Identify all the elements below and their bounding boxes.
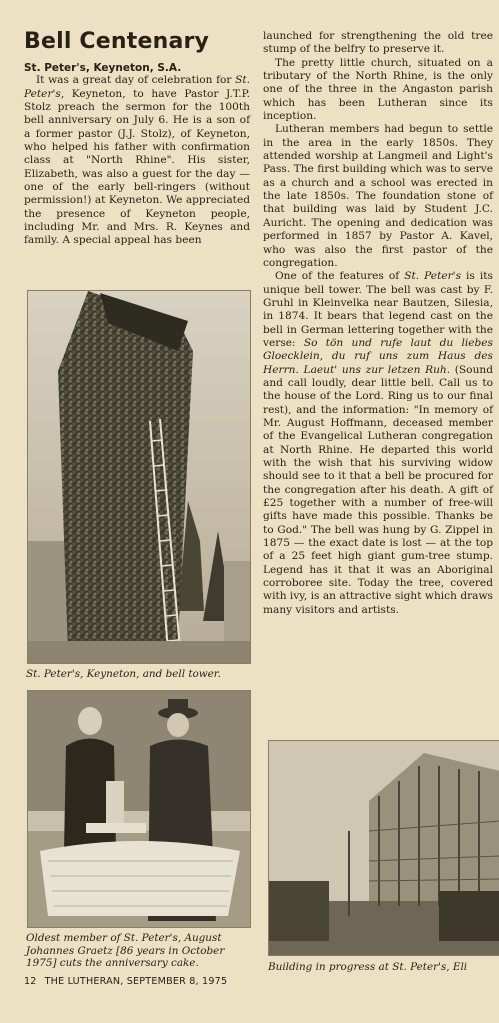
cake-cutting-image bbox=[28, 691, 250, 927]
church-name: St. Peter's bbox=[404, 270, 462, 283]
text-run: is its unique bell tower. The bell was cast by F. Gruhl in Kleinvelka near Bautzen, Silesia, in 1874. It bears that legend cast on the bell in German lettering together with the verse: bbox=[263, 270, 493, 349]
cake-caption: Oldest member of St. Peter's, August Johannes Graetz [86 years in October 1975] cuts the anniversary cake. bbox=[26, 932, 225, 970]
bell-verse: So tön und rufe laut du liebes Gloecklein, du ruf uns zum Haus des Herrn. Laeut' uns zur letzen Ruh. bbox=[263, 336, 493, 376]
left-column bbox=[24, 30, 250, 248]
text-run: One of the features of bbox=[275, 270, 405, 283]
article-title: Bell Centenary bbox=[24, 29, 210, 54]
building-image bbox=[269, 741, 499, 955]
building-progress-photo bbox=[268, 740, 499, 956]
article-subhead: St. Peter's, Keyneton, S.A. bbox=[24, 62, 182, 75]
right-paragraph-continued: launched for strengthening the old tree stump of the belfry to preserve it. bbox=[263, 30, 493, 56]
right-column bbox=[263, 30, 493, 617]
right-body-text bbox=[263, 30, 493, 617]
left-body-text bbox=[24, 74, 250, 247]
right-paragraph-church: The pretty little church, situated on a tributary of the North Rhine, is the only one of the three in the Angaston parish which has been Lutheran since its inception. bbox=[263, 56, 493, 123]
page-footer bbox=[24, 976, 227, 987]
building-caption: Building in progress at St. Peter's, Eli bbox=[268, 961, 468, 973]
anniversary-cake-photo bbox=[27, 690, 251, 928]
bell-tower-photo bbox=[27, 290, 251, 664]
bell-tower-image bbox=[28, 291, 250, 663]
text-run: , Keyneton, to have Pastor J.T.P. Stolz preach the sermon for the 100th bell anniversary on July 6. He is a son of a former pastor (J.J. Stolz), of Keyneton, who helped his father with confirmation class at "North Rhine". His sister, Elizabeth, was also a guest for the day — one of the early bell-ringers (without permission!) at Keyneton. We appreciated the presence of Keyneton people, including Mr. and Mrs. R. Keynes and family. A special appeal has been bbox=[24, 87, 250, 247]
publication-line: THE LUTHERAN, SEPTEMBER 8, 1975 bbox=[44, 976, 228, 987]
left-paragraph bbox=[24, 74, 250, 247]
right-paragraph-history: Lutheran members had begun to settle in the area in the early 1850s. They attended worship at Langmeil and Light's Pass. The first building which was to serve as a church and a school was erected in the late 1850s. The foundation stone of that building was laid by Student J.C. Auricht. The opening and dedication was performed in 1857 by Pastor A. Kavel, who was also the first pastor of the congregation. bbox=[263, 123, 493, 269]
text-run: (Sound and call loudly, dear little bell. Call us to the house of the Lord. Ring us to our final rest), and the information: "In memory of Mr. August Hoffmann, deceased member of the Evangelical Lutheran congregation at North Rhine. He departed this world with the wish that his surviving widow should see to it that a bell be procured for the congregation after his death. A gift of £25 together with a number of free-will gifts have made this possible. Thanks be to God." The bell was hung by G. Zippel in 1875 — the exact date is lost — at the top of a 25 feet high giant gum-tree stump. Legend has it that it was an Aboriginal corroboree site. Today the tree, covered with ivy, is an attractive sight which draws many visitors and artists. bbox=[263, 363, 493, 616]
text-run: It was a great day of celebration for bbox=[36, 74, 236, 87]
tower-caption: St. Peter's, Keyneton, and bell tower. bbox=[26, 668, 221, 680]
church-name: St. Peter's bbox=[24, 74, 250, 100]
page-number: 12 bbox=[24, 976, 37, 987]
right-paragraph-bell bbox=[263, 270, 493, 617]
